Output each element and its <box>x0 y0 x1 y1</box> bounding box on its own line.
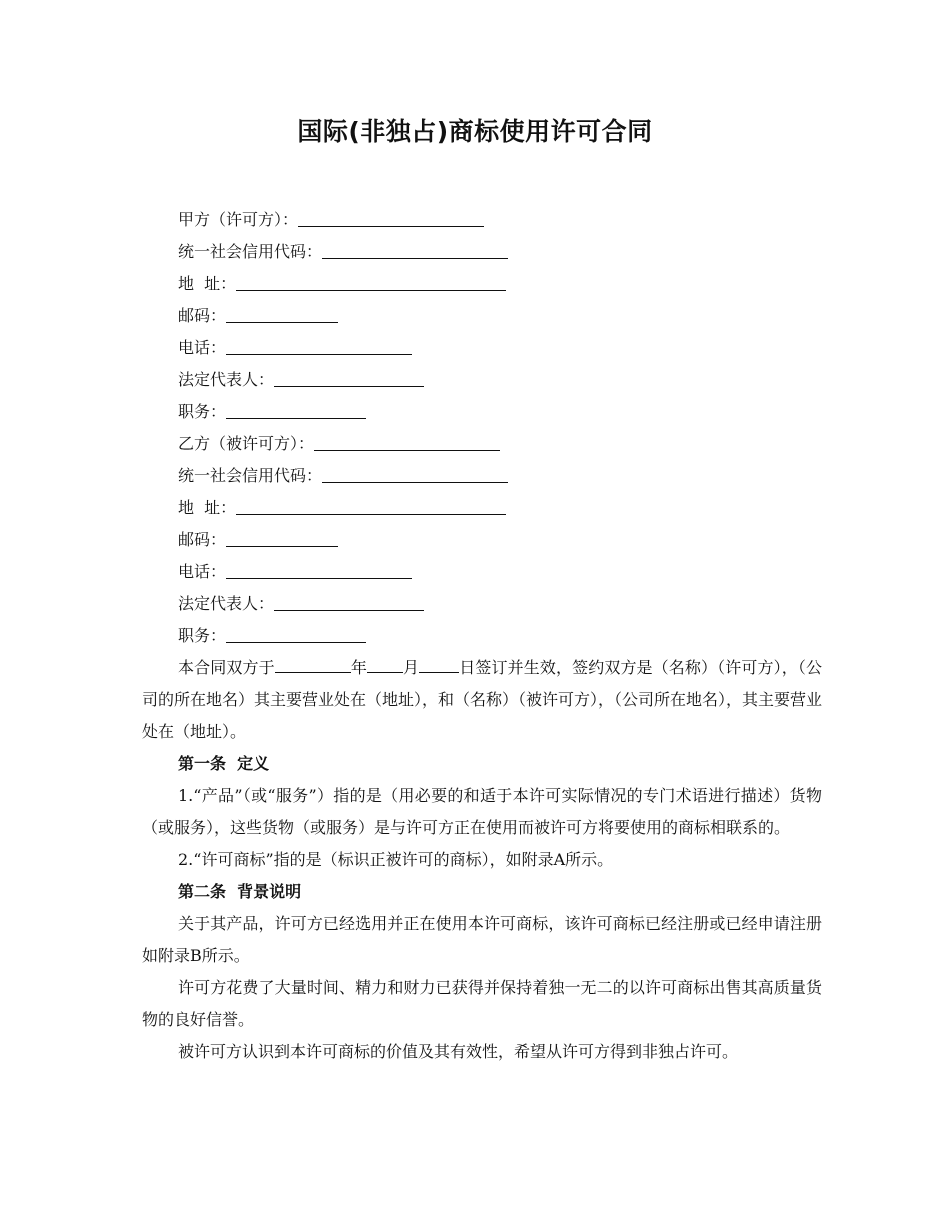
party-a-name-field <box>178 204 818 236</box>
date-blank-month[interactable] <box>367 652 403 673</box>
date-blank-day[interactable] <box>419 652 459 673</box>
party-b-phone-blank[interactable] <box>226 556 412 579</box>
party-a-postcode-label: 邮码： <box>178 306 227 325</box>
party-b-position-field <box>178 620 818 652</box>
party-b-name-label: 乙方（被许可方）： <box>178 434 315 453</box>
party-b-position-blank[interactable] <box>226 620 366 643</box>
article-1-item-2: 2.“许可商标”指的是（标识正被许可的商标），如附录A所示。 <box>178 850 614 869</box>
intro-month: 月 <box>402 658 420 677</box>
party-b-address-label: 地 址： <box>178 498 237 517</box>
party-a-address-label: 地 址： <box>178 274 237 293</box>
party-a-credit-code-blank[interactable] <box>322 236 508 259</box>
party-a-position-field <box>178 396 818 428</box>
party-b-legal-rep-label: 法定代表人： <box>178 594 275 613</box>
date-blank-year[interactable] <box>275 652 351 673</box>
party-a-postcode-blank[interactable] <box>226 300 338 323</box>
party-b-legal-rep-field <box>178 588 818 620</box>
intro-paragraph <box>142 652 822 748</box>
party-b-credit-code-label: 统一社会信用代码： <box>178 466 323 485</box>
party-a-phone-field <box>178 332 818 364</box>
party-b-name-field <box>178 428 818 460</box>
party-a-address-blank[interactable] <box>236 268 506 291</box>
intro-year: 年 <box>350 658 367 677</box>
party-b-credit-code-blank[interactable] <box>322 460 508 483</box>
article-1-heading: 第一条 定义 <box>178 754 270 773</box>
party-b-credit-code-field <box>178 460 818 492</box>
contract-body <box>142 652 822 1068</box>
party-a-legal-rep-field <box>178 364 818 396</box>
document-title: 国际(非独占)商标使用许可合同 <box>297 117 653 146</box>
party-a-credit-code-field <box>178 236 818 268</box>
party-b-legal-rep-blank[interactable] <box>274 588 424 611</box>
article-2-paragraph-1: 关于其产品，许可方已经选用并正在使用本许可商标，该许可商标已经注册或已经申请注册如附录B所示。 <box>142 914 822 965</box>
party-a-address-field <box>178 268 818 300</box>
party-a-name-label: 甲方（许可方）： <box>178 210 299 229</box>
party-a-position-label: 职务： <box>178 402 227 421</box>
party-a-name-blank[interactable] <box>298 204 484 227</box>
article-2-paragraph-3: 被许可方认识到本许可商标的价值及其有效性，希望从许可方得到非独占许可。 <box>178 1042 739 1061</box>
party-a-phone-blank[interactable] <box>226 332 412 355</box>
party-b-phone-field <box>178 556 818 588</box>
party-a-position-blank[interactable] <box>226 396 366 419</box>
party-b-phone-label: 电话： <box>178 562 227 581</box>
party-b-position-label: 职务： <box>178 626 227 645</box>
article-2-heading: 第二条 背景说明 <box>178 882 302 901</box>
intro-part1: 本合同双方于 <box>178 658 275 677</box>
party-b-name-blank[interactable] <box>314 428 500 451</box>
party-a-phone-label: 电话： <box>178 338 227 357</box>
party-a-postcode-field <box>178 300 818 332</box>
party-fields <box>178 204 818 652</box>
intro-rest: 日签订并生效，签约双方是（名称）（许可方），（公司的所在地名）其主要营业处在（地址），和（名称）（被许可方），（公司所在地名），其主要营业处在（地址）。 <box>142 658 823 741</box>
party-b-address-blank[interactable] <box>236 492 506 515</box>
article-2-paragraph-2: 许可方花费了大量时间、精力和财力已获得并保持着独一无二的以许可商标出售其高质量货物的良好信誉。 <box>142 978 822 1029</box>
party-a-legal-rep-label: 法定代表人： <box>178 370 275 389</box>
party-b-postcode-label: 邮码： <box>178 530 227 549</box>
party-a-legal-rep-blank[interactable] <box>274 364 424 387</box>
party-b-address-field <box>178 492 818 524</box>
party-b-postcode-blank[interactable] <box>226 524 338 547</box>
article-1-item-1: 1.“产品”（或“服务”）指的是（用必要的和适于本许可实际情况的专门术语进行描述）货物（或服务），这些货物（或服务）是与许可方正在使用而被许可方将要使用的商标相联系的。 <box>142 786 822 837</box>
party-b-postcode-field <box>178 524 818 556</box>
party-a-credit-code-label: 统一社会信用代码： <box>178 242 323 261</box>
